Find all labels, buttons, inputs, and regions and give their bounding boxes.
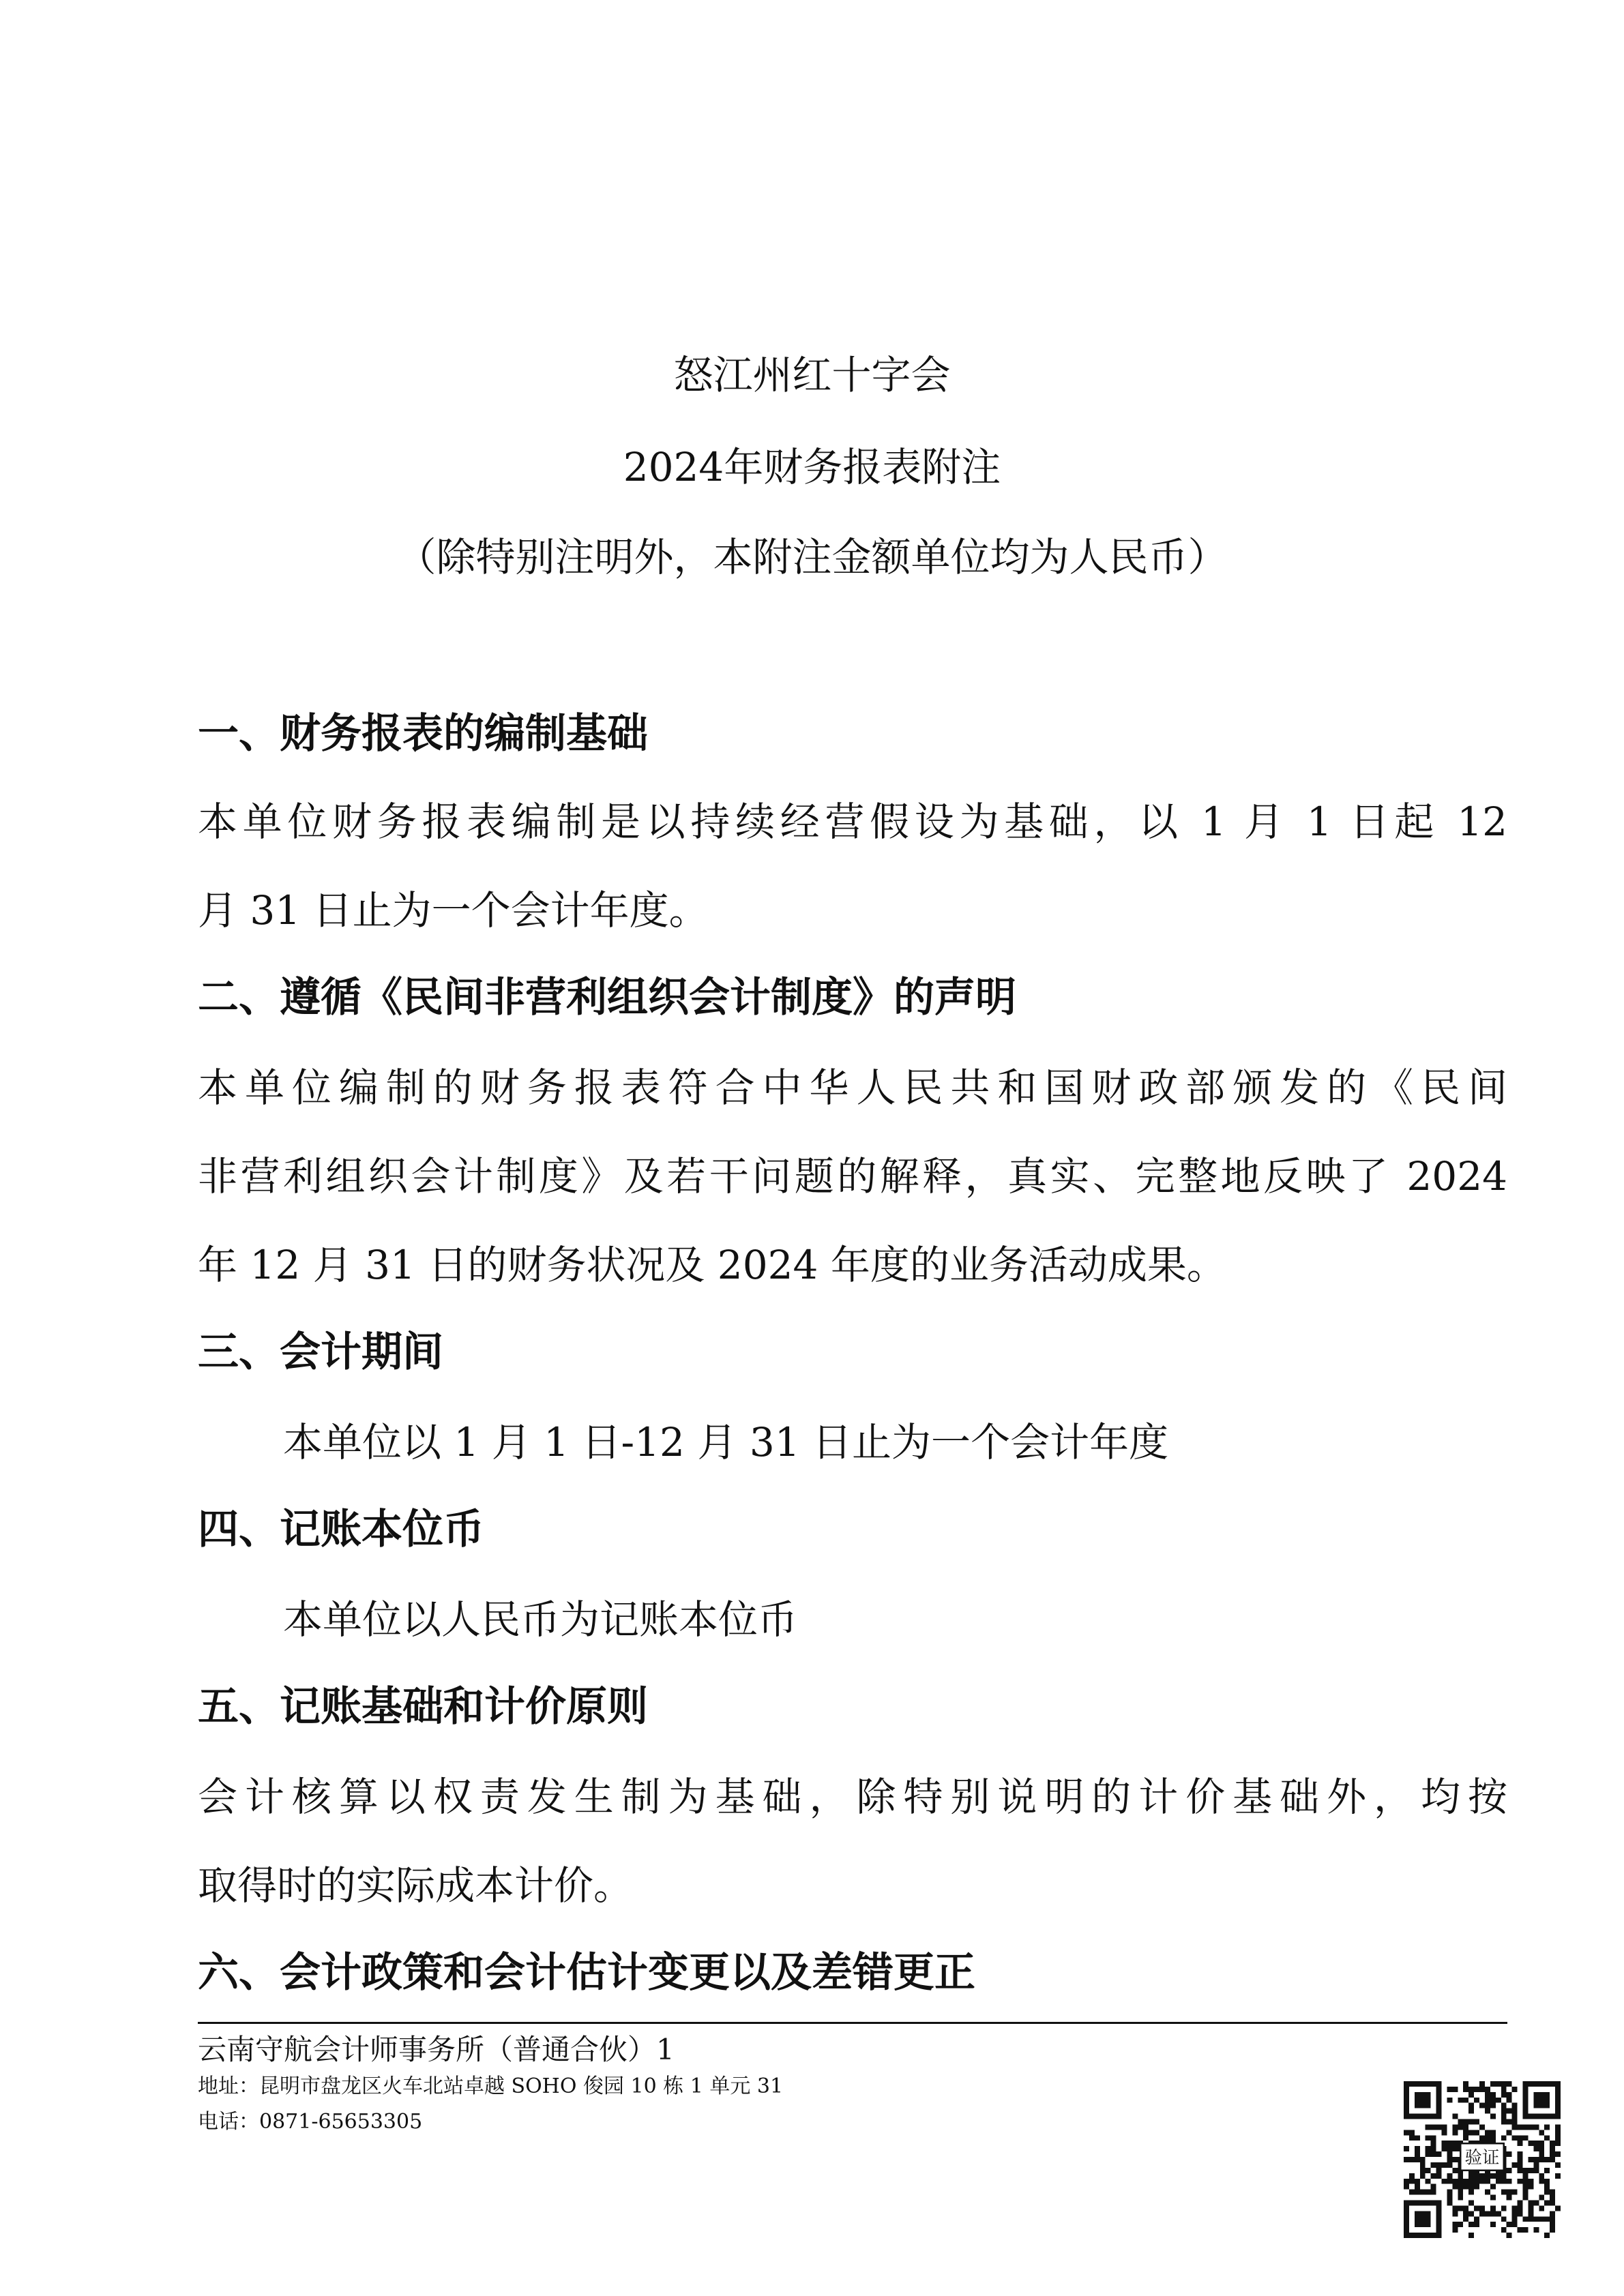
section-2-line-2: 非营利组织会计制度》及若干问题的解释，真实、完整地反映了 2024 (198, 1153, 1507, 1199)
footer-divider (198, 2022, 1507, 2024)
qr-code-icon[interactable] (1404, 2081, 1561, 2238)
section-3-line-1: 本单位以 1 月 1 日-12 月 31 日止为一个会计年度 (283, 1419, 1169, 1465)
section-2-heading: 二、遵循《民间非营利组织会计制度》的声明 (198, 974, 1016, 1022)
section-2-line-3: 年 12 月 31 日的财务状况及 2024 年度的业务活动成果。 (198, 1242, 1226, 1288)
section-1-line-2: 月 31 日止为一个会计年度。 (198, 887, 709, 934)
footer-phone: 电话：0871-65653305 (198, 2110, 423, 2134)
document-title: 2024年财务报表附注 (623, 444, 1001, 490)
document-subtitle: （除特别注明外，本附注金额单位均为人民币） (396, 534, 1228, 580)
section-2-line-1: 本单位编制的财务报表符合中华人民共和国财政部颁发的《民间 (198, 1064, 1507, 1111)
qr-caption: 验证 (1464, 2147, 1500, 2168)
section-5-heading: 五、记账基础和计价原则 (198, 1683, 648, 1731)
footer-firm-name: 云南守航会计师事务所（普通合伙）1 (198, 2033, 675, 2066)
section-5-line-2: 取得时的实际成本计价。 (198, 1862, 634, 1909)
org-title: 怒江州红十字会 (673, 352, 951, 398)
section-1-heading: 一、财务报表的编制基础 (198, 710, 648, 758)
section-3-heading: 三、会计期间 (198, 1328, 443, 1376)
footer-address: 地址：昆明市盘龙区火车北站卓越 SOHO 俊园 10 栋 1 单元 31 (198, 2074, 784, 2098)
section-5-line-1: 会计核算以权责发生制为基础，除特别说明的计价基础外，均按 (198, 1774, 1507, 1820)
section-6-heading: 六、会计政策和会计估计变更以及差错更正 (198, 1949, 975, 1997)
section-1-line-1: 本单位财务报表编制是以持续经营假设为基础，以 1 月 1 日起 12 (198, 799, 1507, 845)
section-4-heading: 四、记账本位币 (198, 1506, 484, 1553)
section-4-line-1: 本单位以人民币为记账本位币 (283, 1596, 798, 1643)
